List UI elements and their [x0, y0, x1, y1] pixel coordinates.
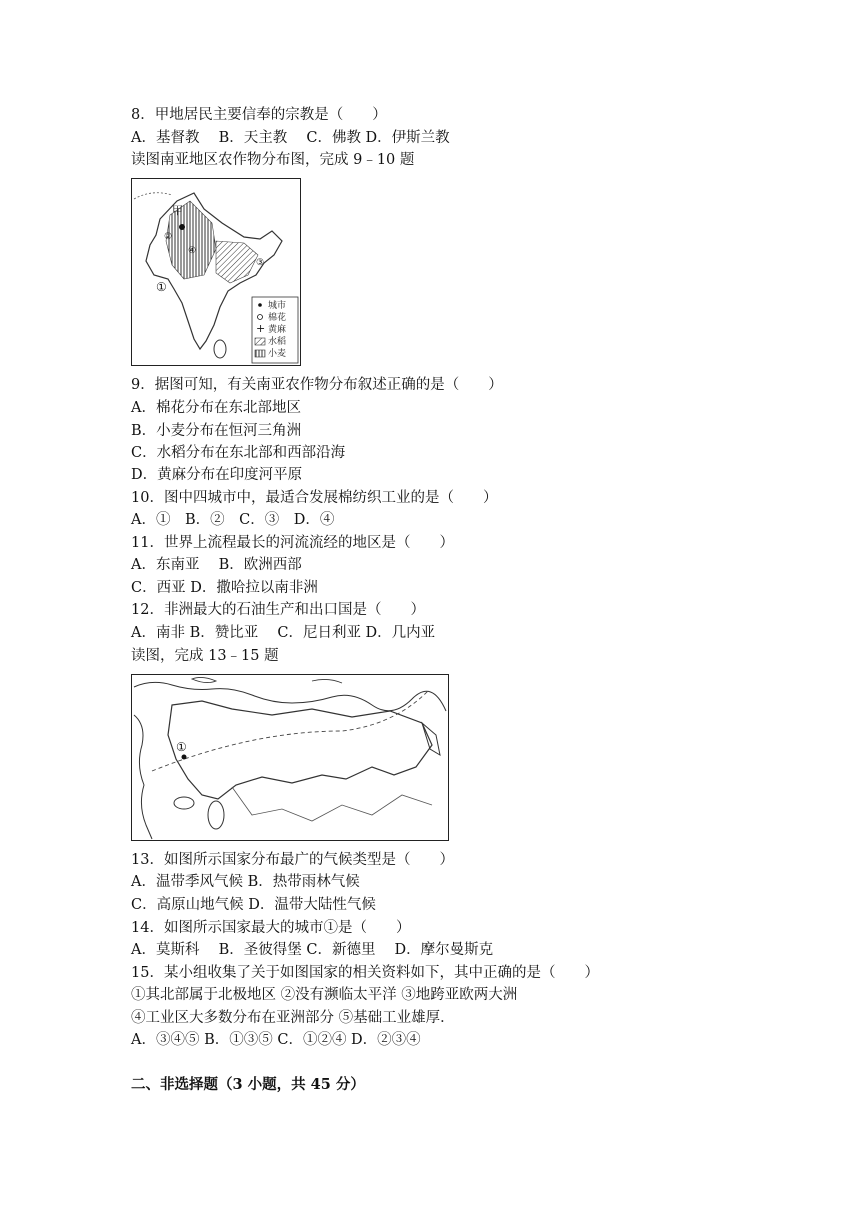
- marker-2: ②: [164, 232, 173, 242]
- label-jia: 甲: [172, 204, 183, 217]
- marker-4: ④: [188, 246, 197, 256]
- legend-cotton: 棉花: [268, 313, 287, 323]
- q13-options-1: A．温带季风气候 B．热带雨林气候: [131, 874, 360, 890]
- q13-stem: 13．如图所示国家分布最广的气候类型是（ ）: [131, 852, 454, 868]
- russia-outline: [168, 701, 432, 799]
- q8-options: A．基督教 B．天主教 C．佛教 D．伊斯兰教: [131, 130, 450, 146]
- legend-rice: 水稻: [268, 337, 287, 347]
- sri-lanka: [214, 340, 226, 358]
- q12-stem: 12．非洲最大的石油生产和出口国是（ ）: [131, 602, 425, 618]
- q15-items-1: ①其北部属于北极地区 ②没有濒临太平洋 ③地跨亚欧两大洲: [131, 987, 518, 1003]
- q13-options-2: C．高原山地气候 D．温带大陆性气候: [131, 897, 376, 913]
- q9-option-b: B．小麦分布在恒河三角洲: [131, 423, 302, 439]
- q11-options-2: C．西亚 D．撒哈拉以南非洲: [131, 580, 318, 596]
- q15-stem: 15．某小组收集了关于如图国家的相关资料如下，其中正确的是（ ）: [131, 965, 599, 981]
- intro-9-10: 读图南亚地区农作物分布图，完成 9﹣10 题: [131, 152, 415, 168]
- section-heading: 二、非选择题（3 小题，共 45 分）: [131, 1076, 365, 1093]
- legend-wheat: 小麦: [268, 349, 287, 359]
- south-asia-crop-map: [131, 178, 301, 366]
- svg-text:+: +: [256, 322, 266, 335]
- q10-stem: 10．图中四城市中，最适合发展棉纺织工业的是（ ）: [131, 490, 498, 506]
- q14-options: A．莫斯科 B．圣彼得堡 C．新德里 D．摩尔曼斯克: [131, 942, 494, 958]
- legend-city: 城市: [268, 301, 287, 311]
- q11-stem: 11．世界上流程最长的河流流经的地区是（ ）: [131, 535, 454, 551]
- intro-13-15: 读图，完成 13﹣15 题: [131, 648, 279, 664]
- marker-moscow: ①: [176, 740, 187, 754]
- q9-stem: 9．据图可知，有关南亚农作物分布叙述正确的是（ ）: [131, 377, 503, 393]
- q15-items-2: ④工业区大多数分布在亚洲部分 ⑤基础工业雄厚．: [131, 1010, 455, 1026]
- q10-options: A．① B．② C．③ D．④: [131, 512, 335, 528]
- q12-options: A．南非 B．赞比亚 C．尼日利亚 D．几内亚: [131, 625, 436, 641]
- q8-stem: 8．甲地居民主要信奉的宗教是（ ）: [131, 107, 387, 123]
- q15-options: A．③④⑤ B．①③⑤ C．①②④ D．②③④: [131, 1032, 421, 1048]
- q11-options-1: A．东南亚 B．欧洲西部: [131, 557, 302, 573]
- russia-map: [131, 674, 449, 841]
- q9-option-a: A．棉花分布在东北部地区: [131, 400, 301, 416]
- marker-3: ③: [256, 258, 265, 268]
- q14-stem: 14．如图所示国家最大的城市①是（ ）: [131, 920, 411, 936]
- marker-1: ①: [156, 280, 167, 294]
- q9-option-d: D．黄麻分布在印度河平原: [131, 467, 303, 483]
- legend-jute: 黄麻: [268, 325, 287, 335]
- q9-option-c: C．水稻分布在东北部和西部沿海: [131, 445, 346, 461]
